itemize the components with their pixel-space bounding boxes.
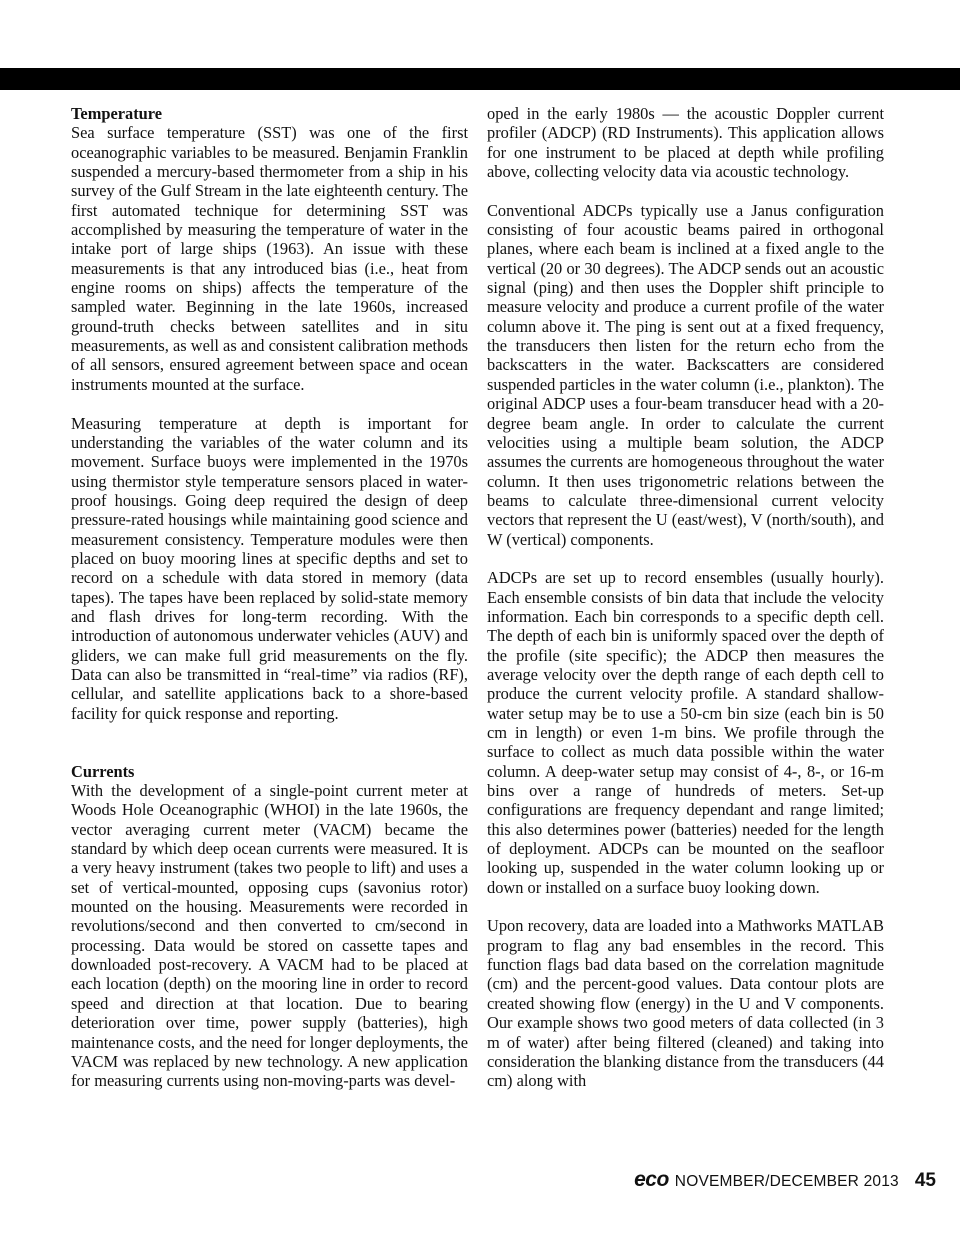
issue-date: NOVEMBER/DECEMBER 2013 (674, 1173, 899, 1190)
paragraph-spacer (487, 549, 884, 568)
section-heading-temperature: Temperature (71, 104, 163, 123)
paragraph-adcp-intro: oped in the early 1980s — the acoustic Doppler current profiler (ADCP) (RD Instruments). This application allows for one instrument to be placed at depth while profiling above, collecting velocity data via acoustic technology. (487, 104, 884, 182)
right-column (487, 104, 884, 1091)
header-bar (0, 68, 960, 90)
paragraph-adcp-recovery: Upon recovery, data are loaded into a Mathworks MATLAB program to flag any bad ensembles in the record. This function flags bad data based on the correlation magnitude (cm) and the percent-good values. Data contour plots are created showing flow (energy) in the U and V components. Our example shows two good meters of data collected (in 3 m of water) after being filtered (cleaned) and taking into consideration the blanking distance from the transducers (44 cm) along with (487, 916, 884, 1091)
paragraph-temperature-1: Sea surface temperature (SST) was one of the first oceanographic variables to be measured. Benjamin Franklin suspended a mercury-based thermometer from a ship in his survey of the Gulf Stream in the late eighteenth century. The first automated technique for determining SST was accomplished by measuring the temperature of water in the intake port of large ships (1963). An issue with these measurements is that any introduced bias (i.e., heat from engine rooms on ships) affects the temperature of the sampled water. Beginning in the late 1960s, increased ground-truth checks between satellites and in situ measurements, as well as and consistent calibration methods of all sensors, ensured agreement between space and ocean instruments mounted at the surface. (71, 123, 468, 394)
magazine-logo: eco (634, 1168, 669, 1191)
paragraph-currents-1: With the development of a single-point current meter at Woods Hole Oceanographic (WHOI) in the late 1960s, the vector averaging current meter (VACM) became the standard by which deep ocean currents were measured. It is a very heavy instrument (takes two people to lift) and uses a set of vertical-mounted, opposing cups (savonius rotor) mounted on the housing. Measurements were recorded in revolutions/second and then converted to cm/second in processing. Data would be stored on cassette tapes and downloaded post-recovery. A VACM had to be placed at each location (depth) on the mooring line in order to record speed and direction at that location. Due to bearing deterioration over time, power supply (batteries), high maintenance costs, and the need for longer deployments, the VACM was replaced by new technology. A new application for measuring currents using non-moving-parts was devel- (71, 781, 468, 1091)
paragraph-adcp-ensembles: ADCPs are set up to record ensembles (usually hourly). Each ensemble consists of bin data that include the velocity information. Each bin corresponds to a specific depth cell. The depth of each bin is uniformly spaced over the depth of the profile (site specific); the ADCP then measures the average velocity over the depth range of each depth cell to produce the current velocity profile. A standard shallow-water setup may be to use a 50-cm bin size (each bin is 50 cm in length) or even 1-m bins. We profile through the surface to collect as much data possible within the water column. A deep-water setup may consist of 4-, 8-, or 16-m bins over a range of hundreds of meters. Set-up configurations are frequency dependant and range limited; this also determines power (batteries) needed for the length of deployment. ADCPs can be mounted on the seafloor looking up, suspended in the water column looking up or down or installed on a surface buoy looking down. (487, 568, 884, 897)
paragraph-spacer (487, 897, 884, 916)
section-heading-currents: Currents (71, 761, 135, 781)
section-spacer (71, 723, 468, 762)
left-column (71, 104, 468, 1091)
paragraph-spacer (487, 181, 884, 200)
page-number: 45 (914, 1170, 936, 1191)
paragraph-adcp-janus: Conventional ADCPs typically use a Janus configuration consisting of four acoustic beams paired in orthogonal planes, where each beam is inclined at a fixed angle to the vertical (20 or 30 degrees). The ADCP sends out an acoustic signal (ping) and then uses the Doppler shift principle to measure velocity and produce a current profile of the water column above it. The ping is sent out at a fixed frequency, the transducers then listen for the return echo from the backscatters in the water. Backscatters are considered suspended particles in the water column (i.e., plankton). The original ADCP uses a four-beam transducer head with a 20-degree beam angle. In order to calculate the current velocities using a multiple beam solution, the ADCP assumes the currents are homogeneous throughout the water column. It then uses trigonometric relations between the beams to calculate three-dimensional current velocity vectors that represent the U (east/west), V (north/south), and W (vertical) components. (487, 200, 884, 549)
paragraph-spacer (71, 394, 468, 413)
page-footer (634, 1168, 936, 1192)
paragraph-temperature-2: Measuring temperature at depth is important for understanding the variables of the water column and its movement. Surface buoys were implemented in the 1970s using thermistor style temperature sensors placed in water-proof housings. Going deep required the design of deep pressure-rated housings while maintaining good science and measurement consistency. Temperature modules were then placed on buoy mooring lines at specific depths and set to record on a schedule with data stored in memory (data tapes). The tapes have been replaced by solid-state memory and flash drives for long-term recording. With the introduction of autonomous underwater vehicles (AUV) and gliders, we can make full grid measurements on the fly. Data can also be transmitted in “real-time” via radios (RF), cellular, and satellite applications back to a shore-based facility for quick response and reporting. (71, 413, 468, 723)
